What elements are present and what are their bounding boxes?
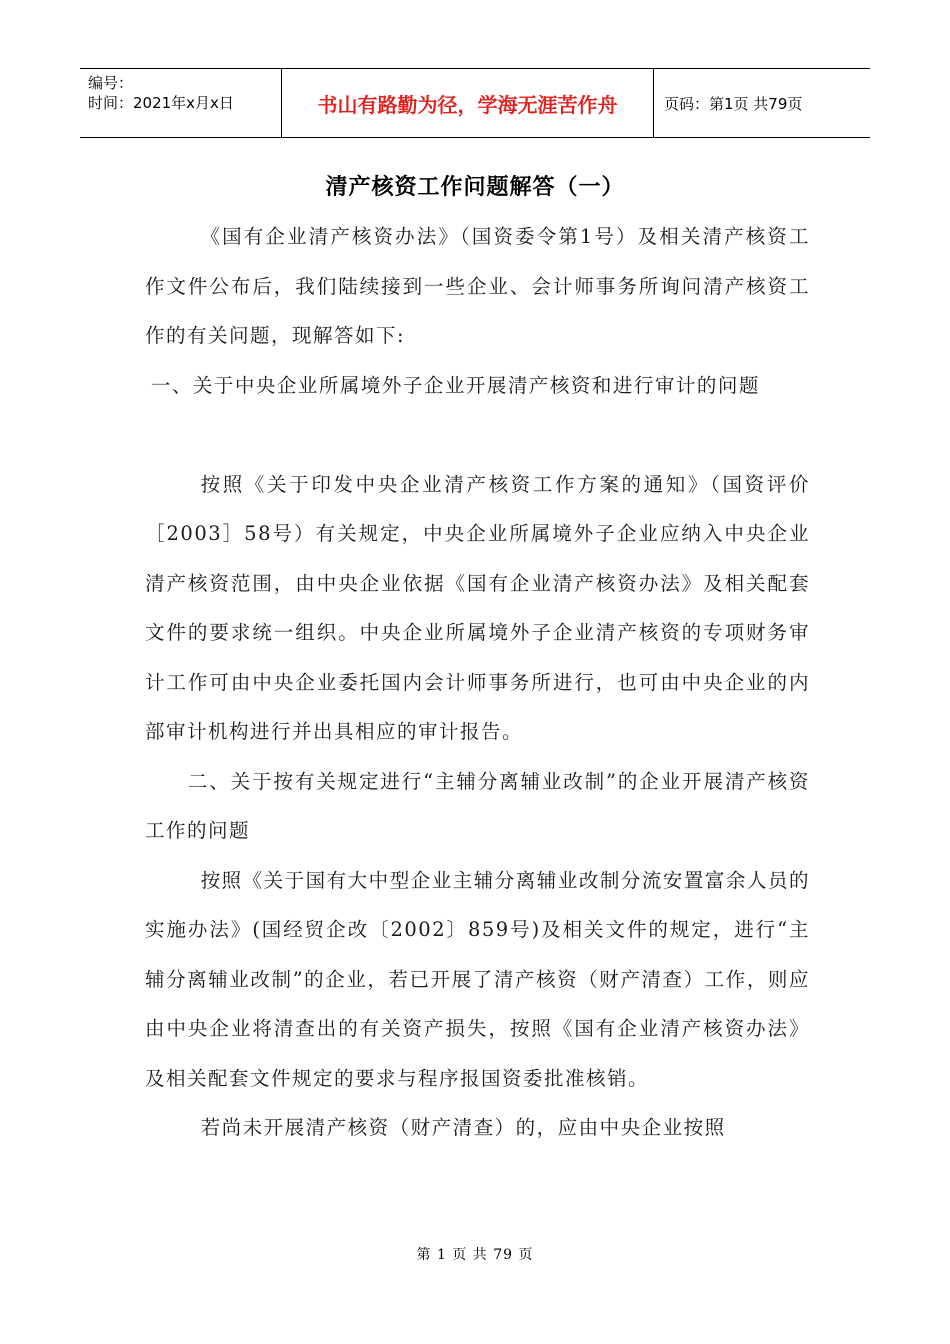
- number-label: 编号：: [88, 74, 134, 92]
- time-label: 时间：2021年x月x日: [88, 94, 234, 112]
- page-footer: 第 1 页 共 79 页: [416, 1247, 534, 1263]
- body-paragraph: 若尚未开展清产核资（财产清查）的，应由中央企业按照: [200, 1116, 726, 1139]
- section-heading-2: 二、关于按有关规定进行“主辅分离辅业改制”的企业开展清产核资工作的问题: [145, 769, 810, 842]
- section-heading-1: 一、关于中央企业所属境外子企业开展清产核资和进行审计的问题: [150, 373, 760, 397]
- page-header: [80, 68, 870, 138]
- blank-line: [145, 410, 810, 460]
- document-title: 清产核资工作问题解答（一）: [325, 175, 625, 200]
- header-motto: 书山有路勤为径，学海无涯苦作舟: [282, 69, 654, 137]
- header-page-info: 页码：第1页 共79页: [664, 94, 803, 113]
- intro-paragraph: 《国有企业清产核资办法》（国资委令第1号）及相关清产核资工作文件公布后，我们陆续接到一些企业、会计师事务所询问清产核资工作的有关问题，现解答如下:: [145, 225, 810, 347]
- body-paragraph: 按照《关于印发中央企业清产核资工作方案的通知》（国资评价［2003］58号）有关规定，中央企业所属境外子企业应纳入中央企业清产核资范围，由中央企业依据《国有企业清产核资办法》及相关配套文件的要求统一组织。中央企业所属境外子企业清产核资的专项财务审计工作可由中央企业委托国内会计师事务所进行，也可由中央企业的内部审计机构进行并出具相应的审计报告。: [145, 472, 810, 743]
- header-meta: [80, 69, 282, 137]
- document-body: [145, 212, 810, 1153]
- body-paragraph: 按照《关于国有大中型企业主辅分离辅业改制分流安置富余人员的实施办法》(国经贸企改〔2002〕859号)及相关文件的规定，进行“主辅分离辅业改制”的企业，若已开展了清产核资（财产清查）工作，则应由中央企业将清查出的有关资产损失，按照《国有企业清产核资办法》及相关配套文件规定的要求与程序报国资委批准核销。: [145, 868, 810, 1090]
